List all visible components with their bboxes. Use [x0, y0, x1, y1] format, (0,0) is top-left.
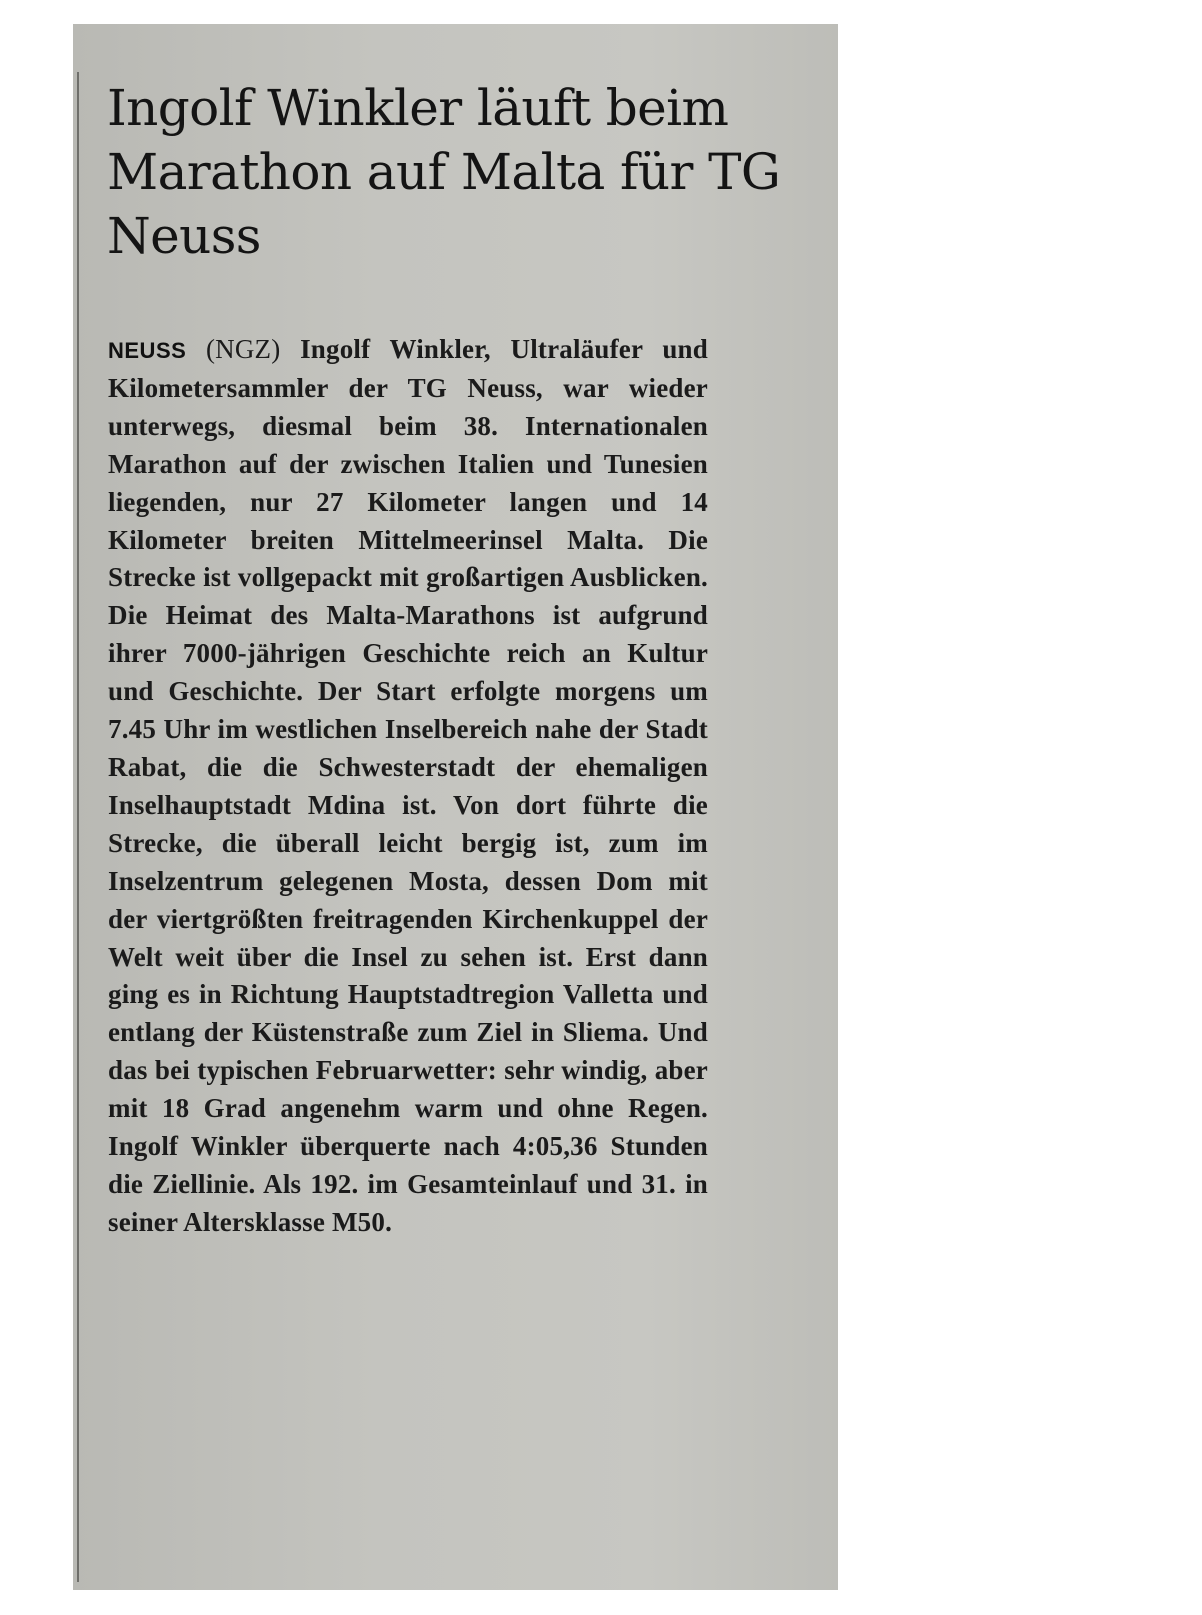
- article-dateline: NEUSS: [108, 338, 187, 363]
- article-headline: Ingolf Winkler läuft beim Marathon auf Malta für TG Neuss: [107, 79, 781, 265]
- article-body: [108, 331, 708, 1242]
- column-rule: [77, 72, 79, 1582]
- article-source: (NGZ): [205, 334, 281, 364]
- newspaper-clipping: [73, 24, 838, 1590]
- article-body-text: Ingolf Winkler, Ultraläufer und Kilometersammler der TG Neuss, war wieder unterwegs, diesmal beim 38. Internationalen Marathon auf der zwischen Italien und Tunesien liegenden, nur 27 Kilometer langen und 14 Kilometer breiten Mittelmeerinsel Malta. Die Strecke ist vollgepackt mit großartigen Ausblicken. Die Heimat des Malta-Marathons ist aufgrund ihrer 7000-jährigen Geschichte reich an Kultur und Geschichte. Der Start erfolgte morgens um 7.45 Uhr im westlichen Inselbereich nahe der Stadt Rabat, die die Schwesterstadt der ehemaligen Inselhauptstadt Mdina ist. Von dort führte die Strecke, die überall leicht bergig ist, zum im Inselzentrum gelegenen Mosta, dessen Dom mit der viertgrößten freitragenden Kirchenkuppel der Welt weit über die Insel zu sehen ist. Erst dann ging es in Richtung Hauptstadtregion Valletta und entlang der Küstenstraße zum Ziel in Sliema. Und das bei typischen Februarwetter: sehr windig, aber mit 18 Grad angenehm warm und ohne Regen. Ingolf Winkler überquerte nach 4:05,36 Stunden die Ziellinie. Als 192. im Gesamteinlauf und 31. in seiner Altersklasse M50.: [108, 334, 708, 1237]
